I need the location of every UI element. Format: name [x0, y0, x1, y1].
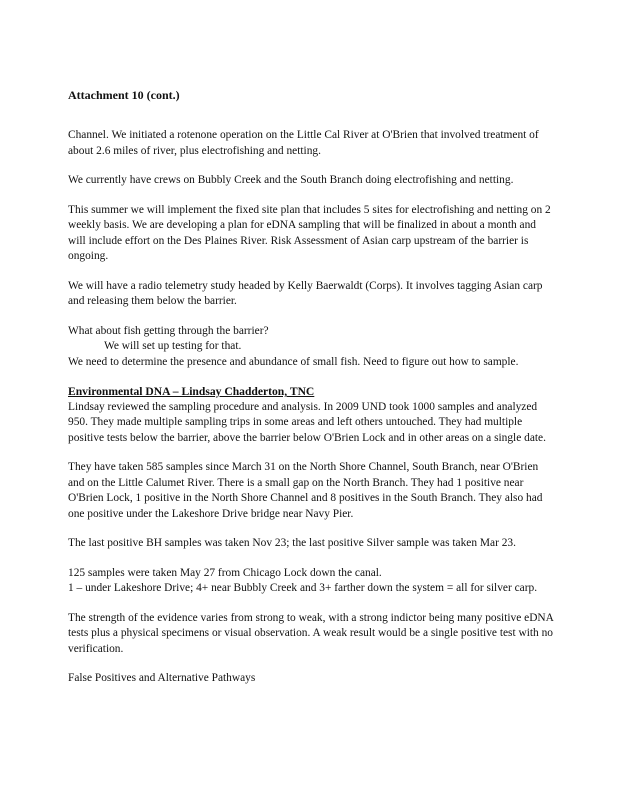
question-text: What about fish getting through the barrier? [68, 324, 269, 337]
section-heading-edna: Environmental DNA – Lindsay Chadderton, TNC [68, 385, 315, 398]
paragraph-may-samples: 125 samples were taken May 27 from Chicago Lock down the canal. 1 – under Lakeshore Drive; 4+ near Bubbly Creek and 3+ farther down the system = all for silver carp. [68, 566, 538, 594]
paragraph-last-positive: The last positive BH samples was taken Nov 23; the last positive Silver sample was taken Mar 23. [68, 537, 516, 549]
document-body [68, 128, 556, 701]
paragraph-false-positives: False Positives and Alternative Pathways [68, 672, 256, 684]
paragraph-evidence-strength: The strength of the evidence varies from strong to weak, with a strong indictor being many positive eDNA tests plus a physical specimens or visual observation. A weak result would be a single positive test with no verification. [68, 611, 554, 655]
paragraph-crews: We currently have crews on Bubbly Creek and the South Branch doing electrofishing and netting. [68, 174, 514, 186]
paragraph-samples-taken: They have taken 585 samples since March 31 on the North Shore Channel, South Branch, near O'Brien and on the Little Calumet River. There is a small gap on the North Branch. They had 1 positive near O'Brien Lock, 1 positive in the North Shore Channel and 8 positives in the South Branch. They also had one positive under the Lakeshore Drive bridge near Navy Pier. [68, 461, 543, 520]
followup-text: We need to determine the presence and abundance of small fish. Need to figure out how to sample. [68, 355, 519, 368]
paragraph-fixed-site-plan: This summer we will implement the fixed site plan that includes 5 sites for electrofishing and netting on 2 weekly basis. We are developing a plan for eDNA sampling that will be finalized in about a month and will include effort on the Des Plaines River. Risk Assessment of Asian carp upstream of the barrier is ongoing. [68, 203, 551, 262]
answer-text: We will set up testing for that. [104, 340, 242, 352]
paragraph-rotenone: Channel. We initiated a rotenone operation on the Little Cal River at O'Brien that involved treatment of about 2.6 miles of river, plus electrofishing and netting. [68, 129, 539, 157]
paragraph-sampling-review: Lindsay reviewed the sampling procedure and analysis. In 2009 UND took 1000 samples and analyzed 950. They made multiple sampling trips in some areas and left others untouched. They had multiple positive tests below the barrier, above the barrier below O'Brien Lock and in other areas on a single date. [68, 400, 546, 444]
paragraph-radio-telemetry: We will have a radio telemetry study headed by Kelly Baerwaldt (Corps). It involves tagging Asian carp and releasing them below the barrier. [68, 279, 543, 307]
page-header: Attachment 10 (cont.) [68, 88, 180, 102]
